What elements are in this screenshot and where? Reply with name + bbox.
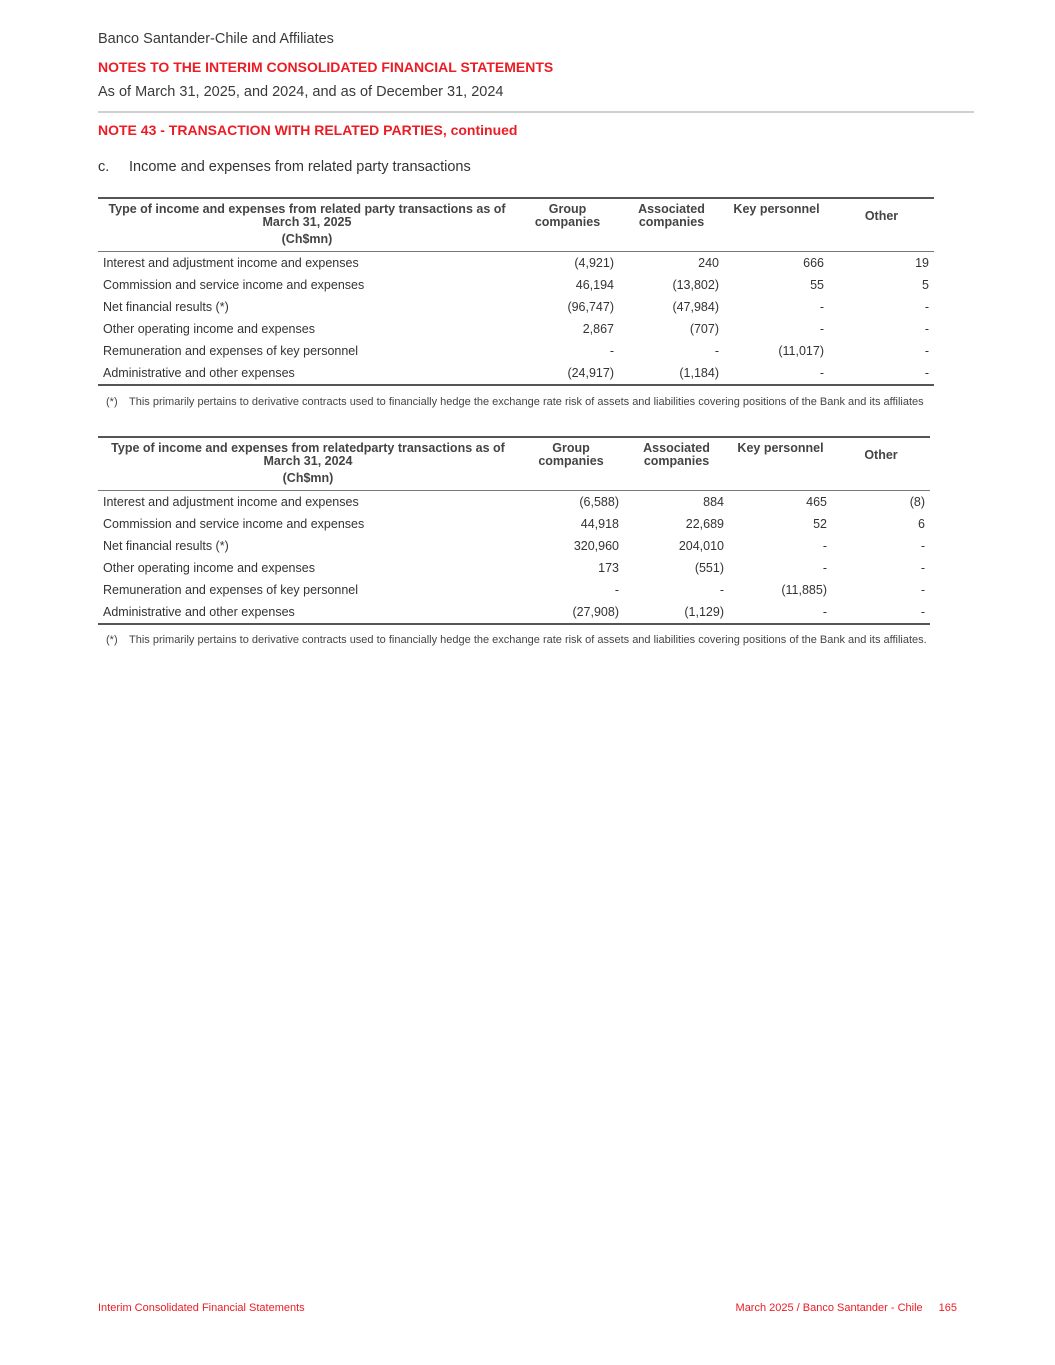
footnote-mark: (*) — [106, 396, 118, 408]
cell-value: - — [920, 583, 925, 597]
cell-value: (13,802) — [672, 278, 719, 292]
row-label: Other operating income and expenses — [103, 322, 315, 336]
row-label: Commission and service income and expenses — [103, 517, 365, 531]
cell-value: (24,917) — [516, 362, 619, 385]
table-row — [98, 557, 930, 579]
cell-value: 55 — [810, 278, 824, 292]
cell-value: 22,689 — [685, 517, 724, 531]
cell-value: - — [819, 322, 824, 336]
section-letter: c. — [98, 159, 110, 175]
footnote — [106, 396, 957, 408]
section-title: Income and expenses from related party transactions — [129, 159, 471, 175]
cell-value: - — [719, 583, 724, 597]
cell-value: 44,918 — [580, 517, 619, 531]
cell-value: (6,588) — [579, 495, 619, 509]
as-of-date: As of March 31, 2025, and 2024, and as of December 31, 2024 — [98, 84, 504, 100]
row-label: Remuneration and expenses of key personnel — [103, 583, 359, 597]
col-header-key-personnel: Key personnel — [729, 437, 832, 468]
cell-value: - — [829, 362, 934, 385]
cell-value: - — [609, 344, 614, 358]
table-row — [98, 318, 934, 340]
table-row — [98, 362, 934, 385]
row-label: Interest and adjustment income and expenses — [103, 495, 359, 509]
row-label: Administrative and other expenses — [98, 601, 518, 624]
related-party-table-2025 — [98, 197, 934, 386]
table-body — [98, 252, 934, 386]
row-label: Commission and service income and expenses — [103, 278, 365, 292]
row-label: Net financial results (*) — [103, 539, 229, 553]
cell-value: 884 — [703, 495, 724, 509]
table-row — [98, 340, 934, 362]
row-label: Remuneration and expenses of key personnel — [103, 344, 359, 358]
cell-value: 204,010 — [678, 539, 724, 553]
cell-value: - — [614, 583, 619, 597]
cell-value: - — [729, 601, 832, 624]
section-heading — [98, 159, 471, 175]
col-header-key-personnel: Key personnel — [724, 198, 829, 229]
table-row — [98, 513, 930, 535]
cell-value: (707) — [689, 322, 719, 336]
cell-value: - — [924, 344, 929, 358]
col-header-group: Group companies — [518, 437, 624, 468]
row-label: Administrative and other expenses — [98, 362, 516, 385]
table-body — [98, 491, 930, 625]
cell-value: - — [920, 561, 925, 575]
cell-value: (551) — [694, 561, 724, 575]
cell-value: - — [819, 300, 824, 314]
table-row — [98, 601, 930, 624]
cell-value: 320,960 — [573, 539, 619, 553]
header-divider — [98, 111, 974, 113]
cell-value: - — [714, 344, 719, 358]
cell-value: (8) — [909, 495, 925, 509]
row-label: Other operating income and expenses — [103, 561, 315, 575]
related-party-table-2024 — [98, 436, 930, 625]
cell-value: 46,194 — [575, 278, 614, 292]
cell-value: - — [924, 300, 929, 314]
cell-value: 240 — [698, 256, 719, 270]
cell-value: - — [924, 322, 929, 336]
cell-value: (1,129) — [624, 601, 729, 624]
table-unit: (Ch$mn) — [98, 468, 518, 491]
table-unit: (Ch$mn) — [98, 229, 516, 252]
cell-value: (96,747) — [567, 300, 614, 314]
col-header-other: Other — [832, 437, 930, 468]
table-header-title: Type of income and expenses from relatedparty transactions as of March 31, 2024 — [98, 437, 518, 468]
footer-left: Interim Consolidated Financial Statements — [98, 1302, 305, 1314]
cell-value: (11,885) — [781, 583, 827, 597]
notes-title: NOTES TO THE INTERIM CONSOLIDATED FINANCIAL STATEMENTS — [98, 59, 554, 75]
col-header-group: Group companies — [516, 198, 619, 229]
cell-value: 666 — [803, 256, 824, 270]
footnote-mark: (*) — [106, 634, 118, 646]
cell-value: - — [822, 561, 827, 575]
cell-value: (47,984) — [672, 300, 719, 314]
cell-value: - — [724, 362, 829, 385]
cell-value: 52 — [813, 517, 827, 531]
col-header-associated: Associated companies — [624, 437, 729, 468]
col-header-associated: Associated companies — [619, 198, 724, 229]
table-row — [98, 491, 930, 514]
footer-publication: March 2025 / Banco Santander - Chile — [735, 1302, 923, 1314]
table-row — [98, 296, 934, 318]
col-header-other: Other — [829, 198, 934, 229]
footnote-text: This primarily pertains to derivative contracts used to financially hedge the exchange rate risk of assets and liabilities covering positions of the Bank and its affiliates — [129, 396, 924, 408]
page-number: 165 — [938, 1302, 957, 1314]
cell-value: - — [920, 539, 925, 553]
cell-value: 6 — [918, 517, 925, 531]
cell-value: (27,908) — [518, 601, 624, 624]
cell-value: - — [822, 539, 827, 553]
cell-value: 173 — [598, 561, 619, 575]
note-title: NOTE 43 - TRANSACTION WITH RELATED PARTIES, continued — [98, 122, 518, 138]
table-row — [98, 252, 934, 275]
table-header-title: Type of income and expenses from related party transactions as of March 31, 2025 — [98, 198, 516, 229]
company-name: Banco Santander-Chile and Affiliates — [98, 31, 334, 47]
table-row — [98, 535, 930, 557]
table-row — [98, 579, 930, 601]
cell-value: (11,017) — [778, 344, 824, 358]
footnote-text: This primarily pertains to derivative contracts used to financially hedge the exchange rate risk of assets and liabilities covering positions of the Bank and its affiliates. — [129, 634, 927, 646]
cell-value: (1,184) — [619, 362, 724, 385]
cell-value: 19 — [915, 256, 929, 270]
row-label: Net financial results (*) — [103, 300, 229, 314]
cell-value: 465 — [806, 495, 827, 509]
cell-value: 2,867 — [582, 322, 614, 336]
cell-value: - — [832, 601, 930, 624]
footnote — [106, 634, 957, 646]
cell-value: 5 — [922, 278, 929, 292]
row-label: Interest and adjustment income and expenses — [103, 256, 359, 270]
table-row — [98, 274, 934, 296]
cell-value: (4,921) — [574, 256, 614, 270]
footer-right — [736, 1302, 957, 1314]
